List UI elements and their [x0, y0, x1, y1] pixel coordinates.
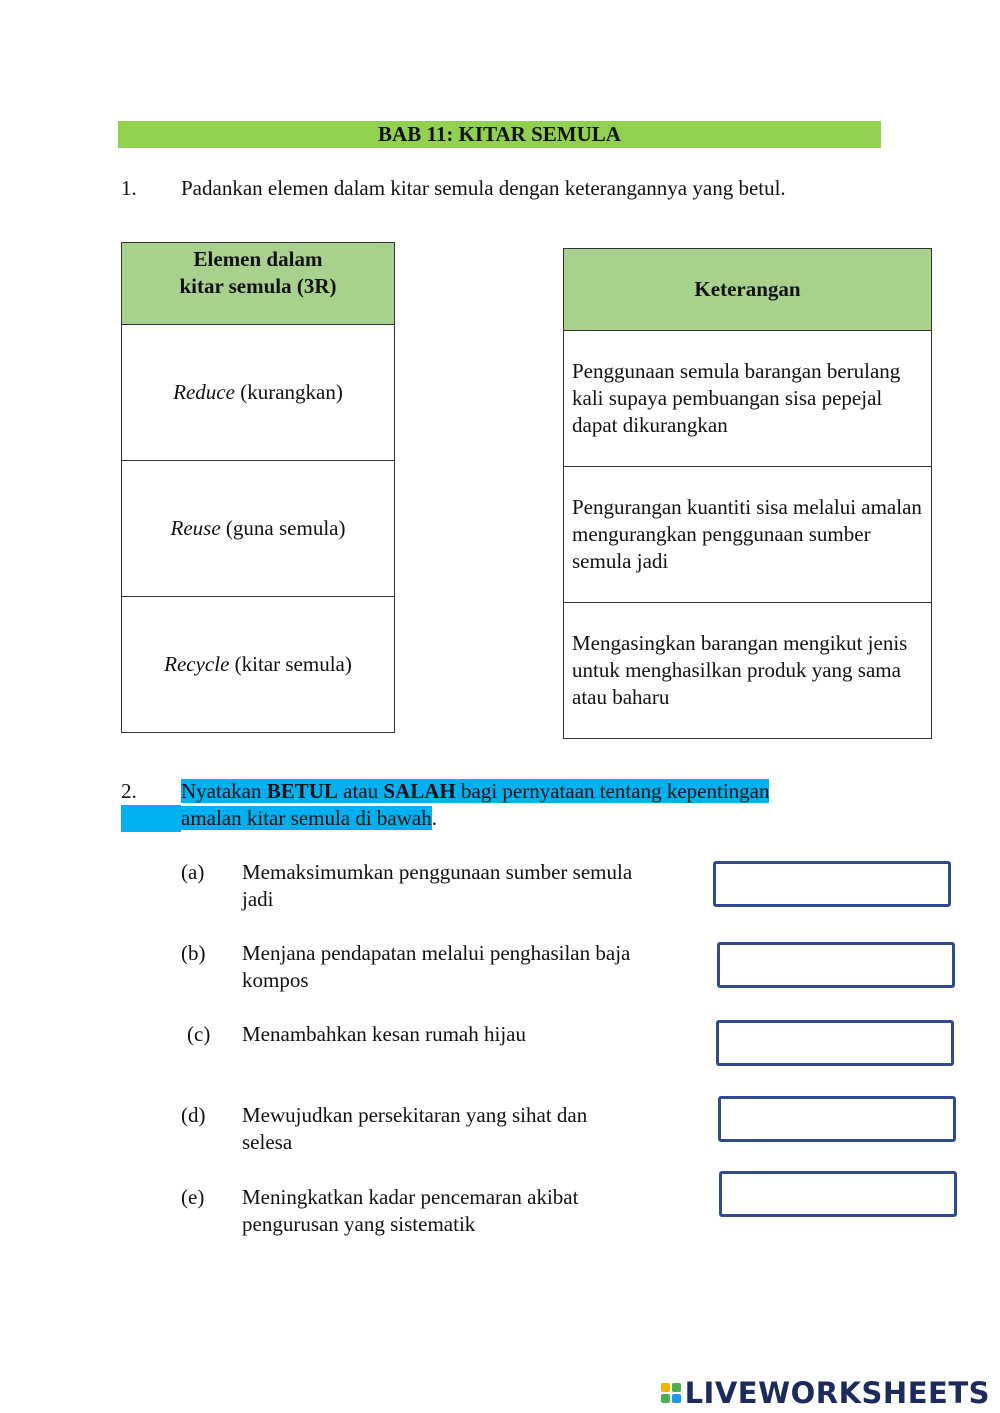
item-text-a	[242, 859, 692, 913]
logo-square-yellow	[661, 1383, 670, 1392]
q2-text-end: .	[431, 806, 437, 830]
logo-square-green	[661, 1394, 670, 1403]
element-term: Reuse	[170, 516, 221, 540]
elements-table	[121, 242, 395, 733]
answer-box-a[interactable]	[713, 861, 951, 907]
elements-header-line2: kitar semula (3R)	[179, 273, 337, 298]
question-2-text	[181, 778, 769, 832]
description-cell-1[interactable]: Penggunaan semula barangan berulang kali supaya pembuangan sisa pepejal dapat dikurangkan	[564, 331, 932, 467]
item-label-d: (d)	[181, 1103, 206, 1127]
answer-box-c[interactable]	[716, 1020, 954, 1066]
q2-text-part1: Nyatakan	[181, 779, 267, 803]
element-translation: (guna semula)	[220, 516, 346, 540]
item-text-d	[242, 1102, 692, 1156]
item-a-line2: jadi	[242, 887, 274, 911]
description-cell-2[interactable]: Pengurangan kuantiti sisa melalui amalan mengurangkan penggunaan sumber semula jadi	[564, 467, 932, 603]
item-text-e	[242, 1184, 692, 1238]
answer-box-b[interactable]	[717, 942, 955, 988]
item-label-a: (a)	[181, 860, 205, 884]
logo-square-blue	[672, 1394, 681, 1403]
element-translation: (kitar semula)	[229, 652, 352, 676]
element-cell-recycle[interactable]	[122, 597, 395, 733]
element-cell-reduce[interactable]	[122, 325, 395, 461]
item-e-line1: Meningkatkan kadar pencemaran akibat	[242, 1185, 579, 1209]
item-b-line2: kompos	[242, 968, 309, 992]
answer-box-e[interactable]	[719, 1171, 957, 1217]
answer-box-d[interactable]	[718, 1096, 956, 1142]
liveworksheets-logo-mark	[661, 1383, 681, 1403]
item-a-line1: Memaksimumkan penggunaan sumber semula	[242, 860, 633, 884]
q2-bold-salah: SALAH	[383, 779, 456, 803]
item-text-c	[242, 1021, 692, 1048]
element-translation: (kurangkan)	[234, 380, 343, 404]
question-1-text: Padankan elemen dalam kitar semula dengan keterangannya yang betul.	[181, 176, 786, 200]
item-label-e: (e)	[181, 1185, 205, 1209]
question-2-highlight-margin	[121, 805, 181, 832]
liveworksheets-logo	[661, 1376, 990, 1410]
logo-text: LIVEWORKSHEETS	[684, 1376, 990, 1410]
page-title: BAB 11: KITAR SEMULA	[118, 121, 881, 148]
item-d-line1: Mewujudkan persekitaran yang sihat dan	[242, 1103, 588, 1127]
q2-text-part3: bagi pernyataan tentang kepentingan	[455, 779, 770, 803]
elements-table-header	[122, 243, 395, 325]
descriptions-table-header: Keterangan	[564, 249, 932, 331]
q2-text-part2: atau	[337, 779, 384, 803]
question-2-number: 2.	[121, 779, 137, 803]
item-e-line2: pengurusan yang sistematik	[242, 1212, 476, 1236]
elements-header-line1: Elemen dalam	[193, 246, 323, 271]
item-b-line1: Menjana pendapatan melalui penghasilan baja	[242, 941, 631, 965]
item-label-c: (c)	[187, 1022, 211, 1046]
item-d-line2: selesa	[242, 1130, 293, 1154]
element-term: Reduce	[173, 380, 235, 404]
logo-square-green	[672, 1383, 681, 1392]
descriptions-table	[563, 248, 932, 739]
item-label-b: (b)	[181, 941, 206, 965]
question-1-number: 1.	[121, 176, 137, 200]
q2-bold-betul: BETUL	[266, 779, 338, 803]
description-cell-3[interactable]: Mengasingkan barangan mengikut jenis untuk menghasilkan produk yang sama atau baharu	[564, 603, 932, 739]
q2-text-line2: amalan kitar semula di bawah	[181, 806, 432, 830]
item-c-line1: Menambahkan kesan rumah hijau	[242, 1022, 526, 1046]
item-text-b	[242, 940, 692, 994]
element-term: Recycle	[164, 652, 230, 676]
element-cell-reuse[interactable]	[122, 461, 395, 597]
